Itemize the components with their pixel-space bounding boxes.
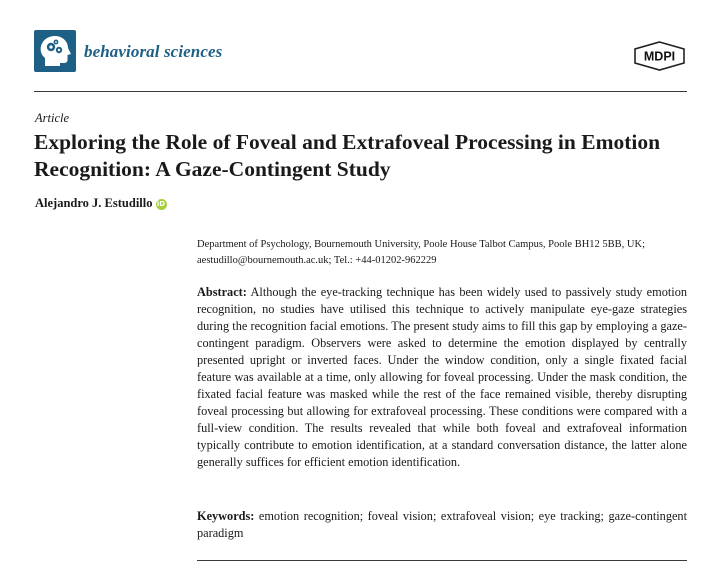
keywords [197,508,687,542]
keywords-text: emotion recognition; foveal vision; extrafoveal vision; eye tracking; gaze-contingent paradigm [197,509,687,540]
abstract-label: Abstract: [197,285,247,299]
journal-logo-icon [34,30,76,72]
author-name: Alejandro J. Estudillo [35,196,153,210]
article-type: Article [35,111,70,125]
affiliation: Department of Psychology, Bournemouth University, Poole House Talbot Campus, Poole BH12 5BB, UK; aestudillo@bournemouth.ac.uk; Tel.: +44-01202-962229 [197,239,646,266]
journal-name: behavioral sciences [84,42,223,61]
orcid-icon[interactable]: iD [156,200,166,208]
mdpi-logo-text: MDPI [643,49,676,64]
abstract [197,284,687,471]
article-title: Exploring the Role of Foveal and Extrafoveal Processing in Emotion Recognition: A Gaze-Contingent Study [34,130,661,181]
keywords-label: Keywords: [197,509,255,523]
mdpi-logo [633,41,686,71]
author-line [35,196,167,211]
abstract-text: Although the eye-tracking technique has been widely used to passively study emotion recognition, no studies have utilised this technique to actively manipulate eye-gaze strategies during the recognition facial emotions. The present study aims to fill this gap by employing a gaze-contingent paradigm. Observers were asked to determine the emotion displayed by centrally presented upright or inverted faces. Under the window condition, only a single fixated facial feature was available at a time, only allowing for foveal processing. Under the mask condition, the fixated facial feature was masked while the rest of the face remained visible, thereby disrupting foveal processing but allowing for extrafoveal processing. These conditions were compared with a full-view condition. The results revealed that while both foveal and extrafoveal information typically contribute to emotion identification, at a standard conversation distance, the latter alone generally suffices for efficient emotion identification. [197,285,687,469]
header-divider [34,91,687,92]
bottom-divider [197,560,687,561]
